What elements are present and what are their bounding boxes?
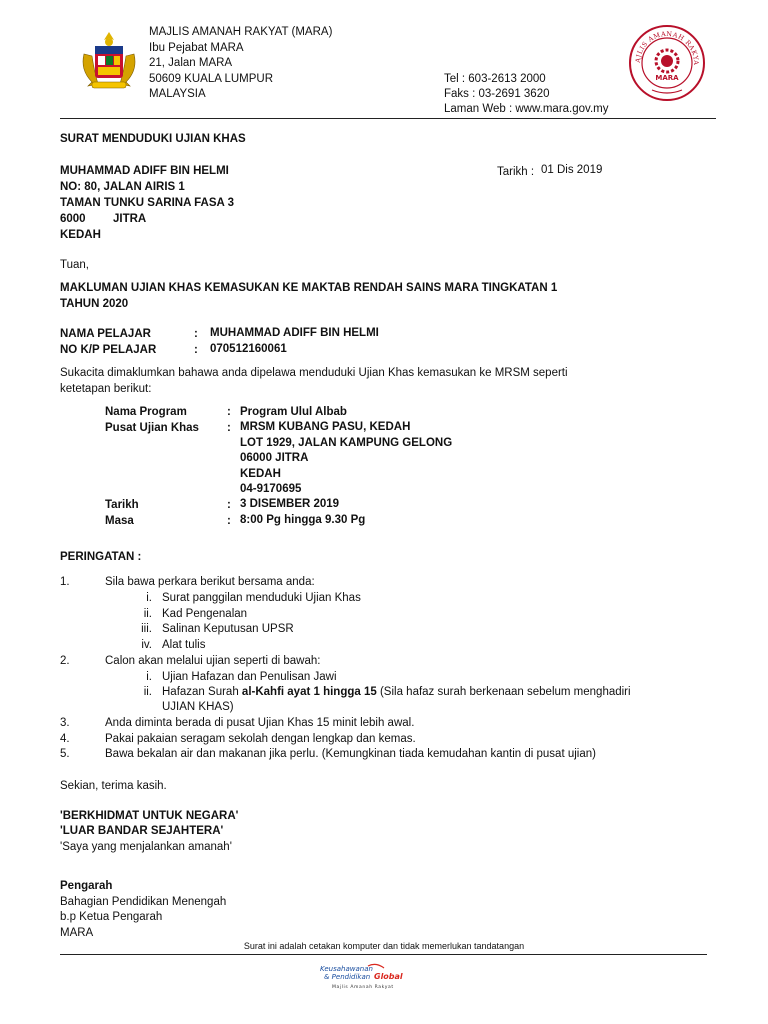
footer-note: Surat ini adalah cetakan komputer dan tidak memerlukan tandatangan [243, 941, 525, 951]
student-ic-value: 070512160061 [210, 343, 287, 355]
mara-seal-icon [628, 24, 706, 102]
letterhead-street: 21, Jalan MARA [149, 57, 233, 69]
sub-item-number: iii. [141, 623, 152, 635]
letterhead-country: MALAYSIA [149, 88, 206, 100]
malaysia-coat-of-arms-icon [78, 30, 140, 92]
salutation: Tuan, [60, 259, 89, 271]
signatory-department: Bahagian Pendidikan Menengah [60, 896, 227, 908]
item-5-text: Bawa bekalan air dan makanan jika perlu. (Kemungkinan tiada kemudahan kantin di pusat ujian) [105, 748, 596, 760]
sub-item-number: i. [146, 592, 152, 604]
student-ic-label: NO K/P PELAJAR [60, 344, 157, 356]
surah-highlight: al-Kahfi ayat 1 hingga 15 [241, 686, 377, 698]
item-5-number: 5. [60, 748, 70, 760]
letterhead-tel: Tel : 603-2613 2000 [444, 73, 546, 85]
footer-logo-brand: Global [374, 972, 403, 981]
seal-text: AJLIS AMANAH RAKYA [633, 29, 701, 66]
header-divider [60, 118, 716, 119]
sub-item-number: ii. [143, 608, 152, 620]
recipient-postcode: 6000 [60, 213, 86, 225]
seal-word: MARA [655, 74, 679, 82]
item-2-number: 2. [60, 655, 70, 667]
test-time-label: Masa [105, 515, 134, 527]
warning-heading: PERINGATAN : [60, 551, 142, 563]
center-line-2: LOT 1929, JALAN KAMPUNG GELONG [240, 437, 453, 449]
signatory-on-behalf: b.p Ketua Pengarah [60, 911, 163, 923]
intro-line-1: Sukacita dimaklumkan bahawa anda dipelawa menduduki Ujian Khas kemasukan ke MRSM seperti [60, 367, 568, 379]
program-label: Nama Program [105, 406, 187, 418]
sub-item-text-pre: Hafazan Surah [162, 686, 242, 698]
date-label: Tarikh : [497, 166, 535, 178]
intro-line-2: ketetapan berikut: [60, 383, 152, 395]
item-4-number: 4. [60, 733, 70, 745]
sub-item-text [162, 684, 631, 700]
student-ic-colon: : [194, 344, 198, 356]
center-line-1: MRSM KUBANG PASU, KEDAH [240, 421, 411, 433]
test-time-value: 8:00 Pg hingga 9.30 Pg [240, 514, 366, 526]
letterhead-org-name: MAJLIS AMANAH RAKYAT (MARA) [149, 26, 333, 38]
item-1-number: 1. [60, 576, 70, 588]
student-name-colon: : [194, 328, 198, 340]
center-label: Pusat Ujian Khas [105, 422, 199, 434]
program-colon: : [227, 406, 231, 418]
center-line-4: KEDAH [240, 468, 281, 480]
recipient-city: JITRA [113, 213, 147, 225]
program-value: Program Ulul Albab [240, 406, 347, 418]
letterhead-office: Ibu Pejabat MARA [149, 42, 244, 54]
sub-item-text: Surat panggilan menduduki Ujian Khas [162, 592, 361, 604]
trust-line: 'Saya yang menjalankan amanah' [60, 841, 232, 853]
motto-1: 'BERKHIDMAT UNTUK NEGARA' [60, 810, 239, 822]
center-line-3: 06000 JITRA [240, 452, 309, 464]
item-1-text: Sila bawa perkara berikut bersama anda: [105, 576, 315, 588]
item-3-number: 3. [60, 717, 70, 729]
signatory-title: Pengarah [60, 880, 113, 892]
letterhead-website: Laman Web : www.mara.gov.my [444, 103, 609, 115]
sub-item-text: Salinan Keputusan UPSR [162, 623, 294, 635]
footer-logo-line-1: Keusahawanan [320, 965, 373, 973]
sub-item-number: i. [146, 671, 152, 683]
footer-logo-line-3: Majlis Amanah Rakyat [332, 985, 394, 990]
date-value: 01 Dis 2019 [541, 164, 603, 176]
recipient-address-1: NO: 80, JALAN AIRIS 1 [60, 181, 185, 193]
test-date-value: 3 DISEMBER 2019 [240, 498, 340, 510]
keusahawanan-pendidikan-logo-icon [318, 962, 418, 992]
student-name-label: NAMA PELAJAR [60, 328, 151, 340]
sub-item-continuation: UJIAN KHAS) [162, 701, 234, 713]
recipient-state: KEDAH [60, 229, 101, 241]
center-colon: : [227, 422, 231, 434]
sub-item-text: Kad Pengenalan [162, 608, 248, 620]
sub-item-text: Alat tulis [162, 639, 206, 651]
letterhead-fax: Faks : 03-2691 3620 [444, 88, 550, 100]
item-4-text: Pakai pakaian seragam sekolah dengan lengkap dan kemas. [105, 733, 416, 745]
footer-divider [60, 954, 707, 955]
sub-item-number: ii. [143, 686, 152, 698]
student-name-value: MUHAMMAD ADIFF BIN HELMI [210, 327, 379, 339]
recipient-name: MUHAMMAD ADIFF BIN HELMI [60, 165, 229, 177]
motto-2: 'LUAR BANDAR SEJAHTERA' [60, 825, 224, 837]
sub-item-number: iv. [141, 639, 152, 651]
letter-title-line-2: TAHUN 2020 [60, 298, 129, 310]
item-3-text: Anda diminta berada di pusat Ujian Khas 15 minit lebih awal. [105, 717, 415, 729]
test-date-label: Tarikh [105, 499, 139, 511]
test-date-colon: : [227, 499, 231, 511]
subject-heading: SURAT MENDUDUKI UJIAN KHAS [60, 133, 246, 145]
letter-title-line-1: MAKLUMAN UJIAN KHAS KEMASUKAN KE MAKTAB RENDAH SAINS MARA TINGKATAN 1 [60, 282, 558, 294]
sub-item-text-post: (Sila hafaz surah berkenaan sebelum menghadiri [376, 686, 631, 698]
letterhead-city: 50609 KUALA LUMPUR [149, 73, 274, 85]
center-line-5: 04-9170695 [240, 483, 302, 495]
recipient-address-2: TAMAN TUNKU SARINA FASA 3 [60, 197, 234, 209]
signatory-org: MARA [60, 927, 94, 939]
item-2-text: Calon akan melalui ujian seperti di bawah: [105, 655, 321, 667]
sub-item-text: Ujian Hafazan dan Penulisan Jawi [162, 671, 337, 683]
closing: Sekian, terima kasih. [60, 780, 167, 792]
test-time-colon: : [227, 515, 231, 527]
footer-logo-line-2: & Pendidikan [324, 973, 371, 981]
